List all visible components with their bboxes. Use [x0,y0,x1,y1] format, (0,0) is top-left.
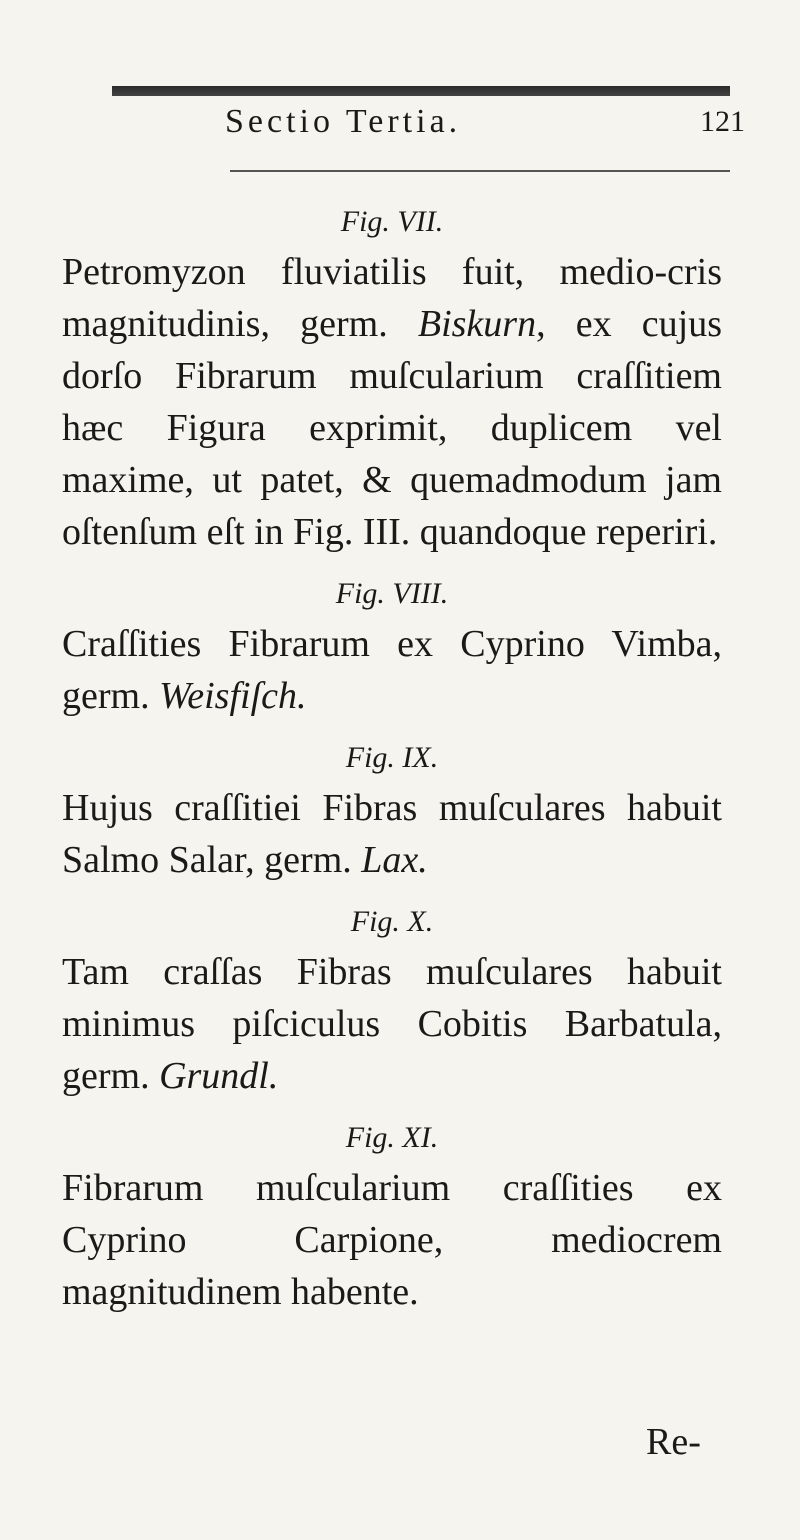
running-head: Sectio Tertia. [225,103,462,140]
page-header [225,103,745,149]
page-body [62,200,722,1332]
figure-description: Tam craſſas Fibras muſculares habuit minimus piſciculus Cobitis Barbatula, germ. Grundl. [62,951,722,1097]
figure-section-7 [62,200,722,558]
top-border-rule [112,86,730,96]
figure-description: Petromyzon fluviatilis fuit, medio-cris magnitudinis, germ. Biskurn, ex cujus dorſo Fibrarum muſcularium craſſitiem hæc Figura exprimit, duplicem vel maxime, ut patet, & quemadmodum jam oſtenſum eſt in Fig. III. quandoque reperiri. [62,251,722,553]
figure-label: Fig. IX. [345,741,439,774]
figure-label: Fig. VII. [340,205,444,238]
figure-description: Fibrarum muſcularium craſſities ex Cyprino Carpione, mediocrem magnitudinem habente. [62,1167,722,1313]
figure-label: Fig. X. [350,905,434,938]
page-number: 121 [700,105,745,138]
figure-section-10 [62,900,722,1102]
figure-label: Fig. VIII. [335,577,449,610]
figure-section-11 [62,1116,722,1318]
figure-section-9 [62,736,722,886]
figure-description: Craſſities Fibrarum ex Cyprino Vimba, germ. Weisfiſch. [62,623,722,717]
figure-description: Hujus craſſitiei Fibras muſculares habuit Salmo Salar, germ. Lax. [62,787,722,881]
figure-section-8 [62,572,722,722]
figure-label: Fig. XI. [345,1121,439,1154]
header-rule [230,170,730,172]
catchword: Re- [646,1421,701,1463]
